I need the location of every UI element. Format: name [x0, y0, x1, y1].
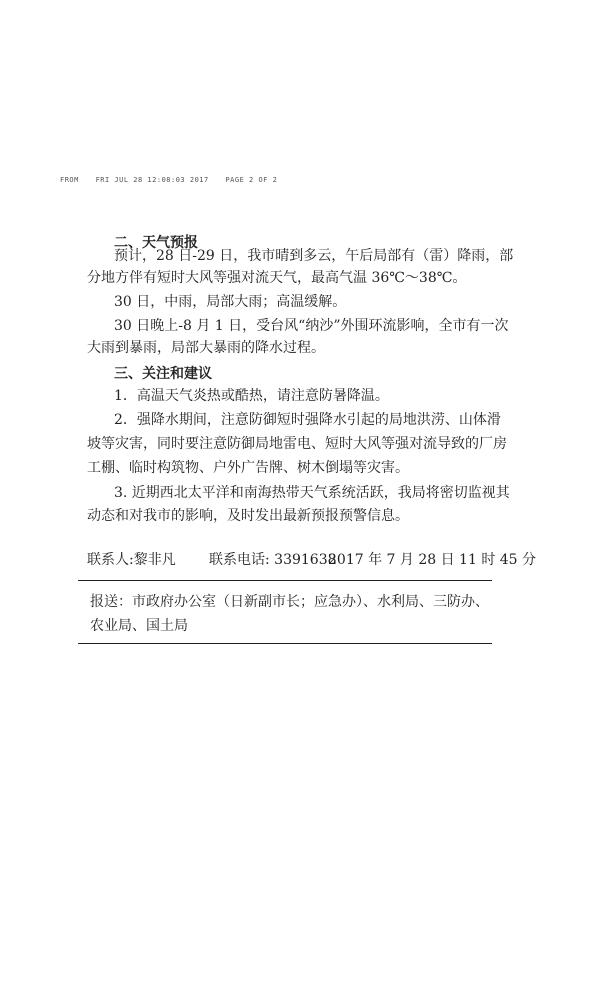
contact-phone: 联系电话: 3391638 — [209, 552, 337, 568]
fax-timestamp: FRI JUL 28 12:08:03 2017 — [95, 176, 209, 184]
fax-header — [60, 176, 289, 184]
distribution-line1: 报送：市政府办公室（日新副市长；应急办）、水利局、三防办、 — [90, 594, 489, 610]
advice-item-2-line2: 坡等灾害，同时要注意防御局地雷电、短时大风等强对流导致的厂房 — [87, 436, 507, 452]
advice-item-2-line1: 2．强降水期间，注意防御短时强降水引起的局地洪涝、山体滑 — [114, 412, 501, 428]
forecast-p1-line1: 预计，28 日-29 日，我市晴到多云，午后局部有（雷）降雨，部 — [114, 248, 514, 264]
fax-page: PAGE 2 OF 2 — [225, 176, 278, 184]
forecast-p3-line1: 30 日晚上-8 月 1 日，受台风“纳沙”外围环流影响，全市有一次 — [114, 318, 509, 334]
fax-from: FROM — [60, 176, 79, 184]
forecast-p3-line2: 大雨到暴雨，局部大暴雨的降水过程。 — [87, 340, 325, 356]
issue-datetime: 2017 年 7 月 28 日 11 时 45 分 — [328, 552, 537, 568]
forecast-heading: 二、天气预报 — [114, 235, 198, 251]
distribution-line2: 农业局、国土局 — [90, 618, 188, 634]
advice-item-2-line3: 工棚、临时构筑物、户外广告牌、树木倒塌等灾害。 — [87, 460, 409, 476]
advice-item-3-line2: 动态和对我市的影响，及时发出最新预报预警信息。 — [87, 508, 409, 524]
contact-person: 联系人:黎非凡 — [87, 552, 176, 568]
distribution-top-rule — [78, 580, 492, 581]
advice-heading: 三、关注和建议 — [114, 366, 212, 382]
distribution-bottom-rule — [78, 643, 492, 644]
forecast-p2: 30 日，中雨，局部大雨；高温缓解。 — [114, 294, 347, 310]
advice-item-1: 1．高温天气炎热或酷热，请注意防暑降温。 — [114, 388, 389, 404]
advice-item-3-line1: 3. 近期西北太平洋和南海热带天气系统活跃，我局将密切监视其 — [114, 485, 510, 501]
forecast-p1-line2: 分地方伴有短时大风等强对流天气，最高气温 36℃～38℃。 — [87, 270, 467, 286]
